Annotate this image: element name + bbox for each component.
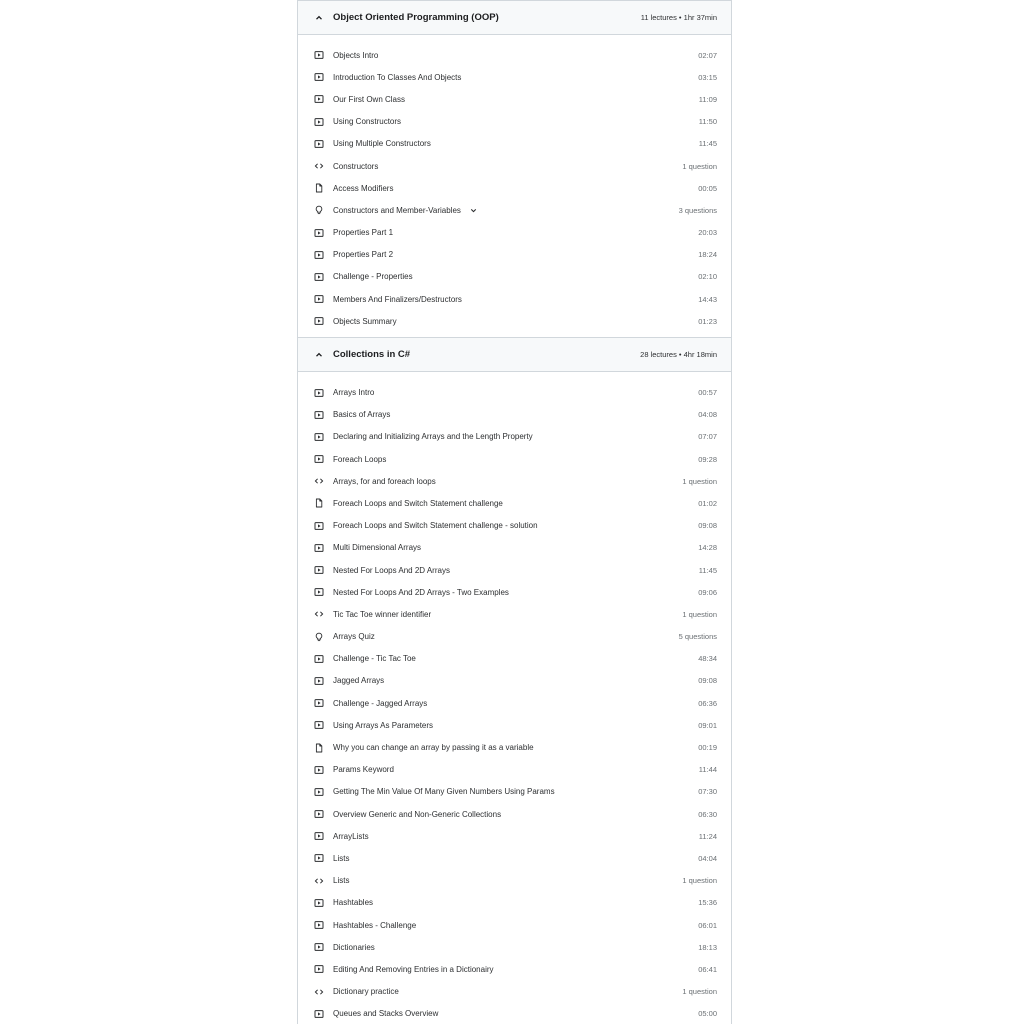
lecture-item[interactable] xyxy=(298,266,731,288)
code-icon xyxy=(314,161,324,171)
video-icon xyxy=(314,565,324,575)
lecture-title[interactable]: Queues and Stacks Overview xyxy=(333,1009,439,1019)
lecture-item[interactable] xyxy=(298,222,731,244)
lecture-item[interactable] xyxy=(298,470,731,492)
video-icon xyxy=(314,853,324,863)
lecture-meta: 09:08 xyxy=(698,676,717,686)
section-title: Collections in C# xyxy=(333,349,411,361)
video-icon xyxy=(314,454,324,464)
lecture-title[interactable]: Properties Part 1 xyxy=(333,228,394,238)
lecture-item[interactable] xyxy=(298,381,731,403)
lecture-meta: 09:28 xyxy=(698,454,717,464)
lecture-item[interactable] xyxy=(298,426,731,448)
code-icon xyxy=(314,876,324,886)
lecture-title[interactable]: Using Multiple Constructors xyxy=(333,139,431,149)
lecture-meta: 14:43 xyxy=(698,294,717,304)
lecture-title[interactable]: ArrayLists xyxy=(333,831,369,841)
lecture-item[interactable] xyxy=(298,310,731,332)
lecture-title[interactable]: Constructors xyxy=(333,161,379,171)
lecture-title[interactable]: Properties Part 2 xyxy=(333,250,394,260)
lecture-title[interactable]: Members And Finalizers/Destructors xyxy=(333,294,462,304)
curriculum-section xyxy=(298,337,731,1024)
lecture-meta: 06:41 xyxy=(698,964,717,974)
lecture-list xyxy=(298,372,731,1024)
lecture-item[interactable] xyxy=(298,736,731,758)
lecture-item[interactable] xyxy=(298,537,731,559)
video-icon xyxy=(314,787,324,797)
lecture-title[interactable]: Arrays Quiz xyxy=(333,632,375,642)
lecture-meta: 02:07 xyxy=(698,50,717,60)
chevron-up-icon xyxy=(314,13,324,23)
lecture-meta: 1 question xyxy=(682,876,717,886)
lecture-meta: 11:44 xyxy=(698,765,717,775)
lecture-title[interactable]: Dictionaries xyxy=(333,942,375,952)
video-icon xyxy=(314,294,324,304)
lecture-item[interactable] xyxy=(298,692,731,714)
video-icon xyxy=(314,410,324,420)
lecture-meta: 09:06 xyxy=(698,587,717,597)
lecture-meta: 48:34 xyxy=(698,654,717,664)
lecture-title[interactable]: Challenge - Tic Tac Toe xyxy=(333,654,416,664)
video-icon xyxy=(314,94,324,104)
lecture-title[interactable]: Basics of Arrays xyxy=(333,410,391,420)
lecture-title[interactable]: Arrays, for and foreach loops xyxy=(333,476,436,486)
lecture-item[interactable] xyxy=(298,714,731,736)
lecture-item[interactable] xyxy=(298,66,731,88)
lecture-meta: 02:10 xyxy=(698,272,717,282)
lecture-title[interactable]: Tic Tac Toe winner identifier xyxy=(333,609,432,619)
section-header[interactable] xyxy=(298,1,731,35)
lecture-meta: 01:23 xyxy=(698,316,717,326)
video-icon xyxy=(314,1009,324,1019)
lecture-meta: 05:00 xyxy=(698,1009,717,1019)
video-icon xyxy=(314,831,324,841)
lecture-title[interactable]: Overview Generic and Non-Generic Collections xyxy=(333,809,502,819)
lecture-item[interactable] xyxy=(298,288,731,310)
lecture-title[interactable]: Foreach Loops xyxy=(333,454,387,464)
video-icon xyxy=(314,72,324,82)
chevron-down-icon[interactable] xyxy=(469,206,478,215)
lecture-title[interactable]: Dictionary practice xyxy=(333,987,399,997)
lecture-meta: 00:57 xyxy=(698,388,717,398)
lecture-meta: 01:02 xyxy=(698,498,717,508)
lecture-item[interactable] xyxy=(298,177,731,199)
lecture-title[interactable]: Hashtables xyxy=(333,898,374,908)
lecture-meta: 1 question xyxy=(682,161,717,171)
lecture-item[interactable] xyxy=(298,111,731,133)
lecture-item[interactable] xyxy=(298,648,731,670)
video-icon xyxy=(314,228,324,238)
lecture-meta: 04:04 xyxy=(698,853,717,863)
lecture-meta: 06:36 xyxy=(698,698,717,708)
video-icon xyxy=(314,920,324,930)
video-icon xyxy=(314,521,324,531)
lecture-list xyxy=(298,35,731,337)
lecture-meta: 11:45 xyxy=(698,139,717,149)
file-icon xyxy=(314,498,324,508)
video-icon xyxy=(314,587,324,597)
video-icon xyxy=(314,676,324,686)
lecture-title[interactable]: Objects Intro xyxy=(333,50,379,60)
lecture-meta: 18:13 xyxy=(698,942,717,952)
video-icon xyxy=(314,964,324,974)
file-icon xyxy=(314,743,324,753)
lecture-meta: 06:30 xyxy=(698,809,717,819)
code-icon xyxy=(314,476,324,486)
lecture-meta: 00:05 xyxy=(698,183,717,193)
curriculum-section xyxy=(298,0,731,337)
section-header[interactable] xyxy=(298,338,731,372)
lecture-item[interactable] xyxy=(298,603,731,625)
lecture-item[interactable] xyxy=(298,892,731,914)
course-curriculum-panel xyxy=(297,0,732,1024)
lightbulb-icon xyxy=(314,632,324,642)
lecture-meta: 09:08 xyxy=(698,521,717,531)
lecture-title[interactable]: Declaring and Initializing Arrays and the Length Property xyxy=(333,432,533,442)
lecture-item[interactable] xyxy=(298,199,731,221)
lecture-title[interactable]: Our First Own Class xyxy=(333,94,406,104)
code-icon xyxy=(314,987,324,997)
lecture-item[interactable] xyxy=(298,759,731,781)
video-icon xyxy=(314,388,324,398)
lecture-meta: 11:24 xyxy=(698,831,717,841)
video-icon xyxy=(314,250,324,260)
chevron-up-icon xyxy=(314,350,324,360)
section-meta: 28 lectures • 4hr 18min xyxy=(640,350,717,360)
lecture-meta: 11:45 xyxy=(698,565,717,575)
lecture-item[interactable] xyxy=(298,670,731,692)
lightbulb-icon xyxy=(314,205,324,215)
video-icon xyxy=(314,720,324,730)
lecture-item[interactable] xyxy=(298,781,731,803)
video-icon xyxy=(314,50,324,60)
video-icon xyxy=(314,942,324,952)
lecture-meta: 18:24 xyxy=(698,250,717,260)
lecture-meta: 11:09 xyxy=(698,94,717,104)
section-meta: 11 lectures • 1hr 37min xyxy=(640,13,717,22)
lecture-item[interactable] xyxy=(298,870,731,892)
lecture-meta: 20:03 xyxy=(698,228,717,238)
lecture-item[interactable] xyxy=(298,981,731,1003)
file-icon xyxy=(314,183,324,193)
lecture-item[interactable] xyxy=(298,1003,731,1024)
lecture-title[interactable]: Lists xyxy=(333,853,350,863)
lecture-title[interactable]: Constructors and Member-Variables xyxy=(333,205,461,215)
lecture-meta: 09:01 xyxy=(698,720,717,730)
lecture-item[interactable] xyxy=(298,244,731,266)
lecture-title[interactable]: Jagged Arrays xyxy=(333,676,385,686)
lecture-item[interactable] xyxy=(298,847,731,869)
lecture-title[interactable]: Foreach Loops and Switch Statement challenge - solution xyxy=(333,521,538,531)
lecture-title[interactable]: Nested For Loops And 2D Arrays - Two Examples xyxy=(333,587,509,597)
lecture-item[interactable] xyxy=(298,914,731,936)
lecture-item[interactable] xyxy=(298,825,731,847)
lecture-title[interactable]: Challenge - Properties xyxy=(333,272,413,282)
video-icon xyxy=(314,654,324,664)
lecture-title[interactable]: Access Modifiers xyxy=(333,183,394,193)
code-icon xyxy=(314,609,324,619)
video-icon xyxy=(314,139,324,149)
lecture-meta: 03:15 xyxy=(698,72,717,82)
lecture-title[interactable]: Multi Dimensional Arrays xyxy=(333,543,422,553)
lecture-item[interactable] xyxy=(298,515,731,537)
lecture-meta: 1 question xyxy=(682,987,717,997)
lecture-item[interactable] xyxy=(298,155,731,177)
lecture-item[interactable] xyxy=(298,958,731,980)
video-icon xyxy=(314,543,324,553)
video-icon xyxy=(314,698,324,708)
lecture-title[interactable]: Objects Summary xyxy=(333,316,397,326)
lecture-item[interactable] xyxy=(298,559,731,581)
lecture-title[interactable]: Arrays Intro xyxy=(333,388,375,398)
lecture-item[interactable] xyxy=(298,88,731,110)
lecture-title[interactable]: Params Keyword xyxy=(333,765,394,775)
lecture-title[interactable]: Why you can change an array by passing it as a variable xyxy=(333,743,534,753)
lecture-item[interactable] xyxy=(298,44,731,66)
lecture-meta: 1 question xyxy=(682,476,717,486)
lecture-title[interactable]: Editing And Removing Entries in a Dictionairy xyxy=(333,964,494,974)
lecture-meta: 1 question xyxy=(682,609,717,619)
video-icon xyxy=(314,765,324,775)
lecture-meta: 07:07 xyxy=(698,432,717,442)
lecture-meta: 5 questions xyxy=(678,632,717,642)
lecture-title[interactable]: Hashtables - Challenge xyxy=(333,920,417,930)
lecture-title[interactable]: Challenge - Jagged Arrays xyxy=(333,698,428,708)
lecture-title[interactable]: Foreach Loops and Switch Statement challenge xyxy=(333,498,503,508)
lecture-item[interactable] xyxy=(298,448,731,470)
lecture-title[interactable]: Using Arrays As Parameters xyxy=(333,720,434,730)
lecture-title[interactable]: Getting The Min Value Of Many Given Numbers Using Params xyxy=(333,787,555,797)
lecture-title[interactable]: Using Constructors xyxy=(333,117,402,127)
lecture-item[interactable] xyxy=(298,626,731,648)
lecture-title[interactable]: Lists xyxy=(333,876,350,886)
lecture-meta: 00:19 xyxy=(698,743,717,753)
video-icon xyxy=(314,809,324,819)
lecture-item[interactable] xyxy=(298,492,731,514)
lecture-item[interactable] xyxy=(298,803,731,825)
lecture-meta: 06:01 xyxy=(698,920,717,930)
lecture-meta: 04:08 xyxy=(698,410,717,420)
video-icon xyxy=(314,316,324,326)
lecture-meta: 15:36 xyxy=(698,898,717,908)
video-icon xyxy=(314,432,324,442)
lecture-meta: 3 questions xyxy=(678,205,717,215)
lecture-meta: 14:28 xyxy=(698,543,717,553)
lecture-title[interactable]: Nested For Loops And 2D Arrays xyxy=(333,565,450,575)
lecture-item[interactable] xyxy=(298,936,731,958)
section-title: Object Oriented Programming (OOP) xyxy=(333,12,499,23)
lecture-title[interactable]: Introduction To Classes And Objects xyxy=(333,72,462,82)
lecture-meta: 07:30 xyxy=(698,787,717,797)
lecture-item[interactable] xyxy=(298,581,731,603)
video-icon xyxy=(314,117,324,127)
lecture-item[interactable] xyxy=(298,133,731,155)
lecture-item[interactable] xyxy=(298,404,731,426)
lecture-meta: 11:50 xyxy=(698,117,717,127)
video-icon xyxy=(314,272,324,282)
video-icon xyxy=(314,898,324,908)
